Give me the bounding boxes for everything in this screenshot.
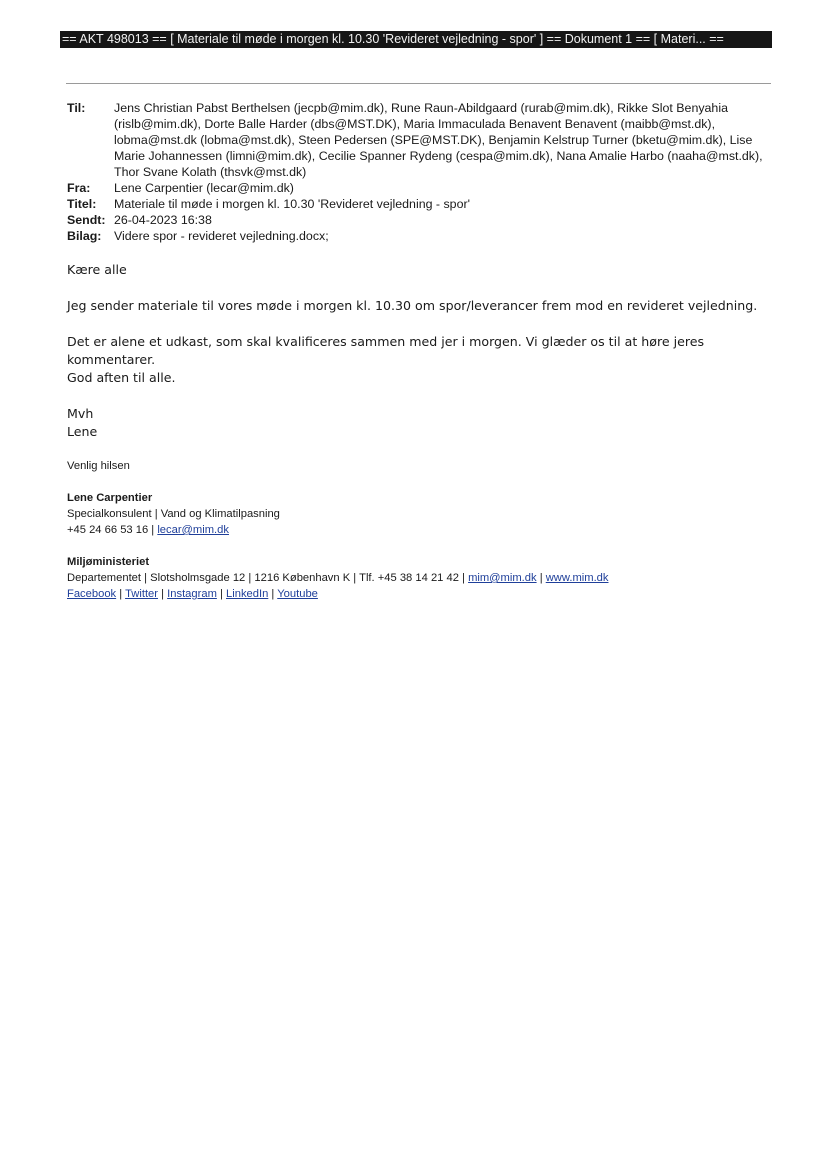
org-email-link[interactable]: mim@mim.dk	[468, 572, 537, 584]
to-label: Til:	[67, 101, 86, 115]
signature-address: Departementet | Slotsholmsgade 12 | 1216 København K | Tlf. +45 38 14 21 42 |	[67, 572, 469, 584]
signature-address-line	[67, 571, 777, 587]
linkedin-link[interactable]: LinkedIn	[226, 588, 269, 600]
social-separator: |	[268, 588, 278, 600]
from-label: Fra:	[67, 181, 91, 195]
body-paragraph-2: Det er alene et udkast, som skal kvalificeres sammen med jer i morgen. Vi glæder os til at høre jeres kommentarer.	[67, 334, 705, 367]
attachment-label: Bilag:	[67, 229, 102, 243]
from-row	[67, 180, 772, 196]
body-paragraph-3: God aften til alle.	[67, 370, 176, 385]
signature-email-link[interactable]: lecar@mim.dk	[157, 524, 229, 536]
from-value: Lene Carpentier (lecar@mim.dk)	[114, 181, 294, 195]
social-separator: |	[216, 588, 227, 600]
signature-contact	[67, 523, 777, 539]
email-headers	[67, 100, 772, 244]
social-links	[67, 587, 777, 603]
sent-label: Sendt:	[67, 213, 106, 227]
title-label: Titel:	[67, 197, 97, 211]
signature-phone: +45 24 66 53 16 |	[67, 524, 158, 536]
address-separator: |	[536, 572, 546, 584]
signature-org: Miljøministeriet	[67, 556, 150, 568]
to-value: Jens Christian Pabst Berthelsen (jecpb@mim.dk), Rune Raun-Abildgaard (rurab@mim.dk), Rikke Slot Benyahia (rislb@mim.dk), Dorte Balle Harder (dbs@MST.DK), Maria Immaculada Benavent Benavent (maibb@mst.dk), lobma@mst.dk (lobma@mst.dk), Steen Pedersen (SPE@MST.DK), Benjamin Kelstrup Turner (bketu@mim.dk), Lise Marie Johannessen (limni@mim.dk), Cecilie Spanner Rydeng (cespa@mim.dk), Nana Amalie Harbo (naaha@mst.dk), Thor Svane Kolath (thsvk@mst.dk)	[114, 101, 763, 179]
twitter-link[interactable]: Twitter	[125, 588, 159, 600]
attachment-value: Videre spor - revideret vejledning.docx;	[114, 229, 329, 243]
title-value: Materiale til møde i morgen kl. 10.30 'Revideret vejledning - spor'	[114, 197, 470, 211]
document-banner: == AKT 498013 == [ Materiale til møde i morgen kl. 10.30 'Revideret vejledning - spor' ] == Dokument 1 == [ Materi... ==	[60, 31, 772, 48]
signature-name: Lene Carpentier	[67, 492, 153, 504]
facebook-link[interactable]: Facebook	[67, 588, 117, 600]
body-paragraph-1: Jeg sender materiale til vores møde i morgen kl. 10.30 om spor/leverancer frem mod en revideret vejledning.	[67, 298, 758, 313]
social-separator: |	[158, 588, 168, 600]
signature-role: Specialkonsulent | Vand og Klimatilpasning	[67, 508, 280, 520]
to-row	[67, 100, 772, 180]
website-link[interactable]: www.mim.dk	[545, 572, 609, 584]
header-divider	[66, 83, 771, 84]
sent-row	[67, 212, 772, 228]
attachment-row	[67, 228, 772, 244]
closing-name: Lene	[67, 424, 98, 439]
closing-mvh: Mvh	[67, 406, 94, 421]
youtube-link[interactable]: Youtube	[277, 588, 318, 600]
sent-value: 26-04-2023 16:38	[114, 213, 212, 227]
title-row	[67, 196, 772, 212]
social-separator: |	[116, 588, 126, 600]
instagram-link[interactable]: Instagram	[167, 588, 217, 600]
greeting: Kære alle	[67, 262, 127, 277]
signature-regards: Venlig hilsen	[67, 460, 130, 472]
